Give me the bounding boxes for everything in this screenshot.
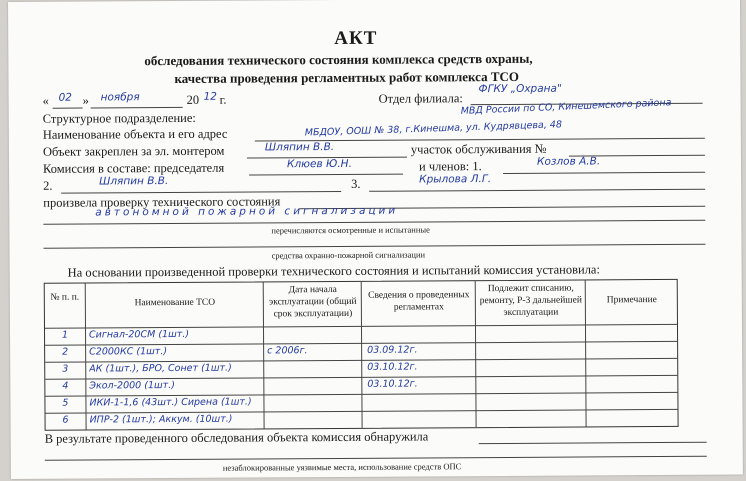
date-month-line xyxy=(91,107,183,109)
cell-num: 1 xyxy=(61,329,69,341)
cell-note xyxy=(591,377,675,378)
result-line-1 xyxy=(479,442,707,444)
header-note: Примечание xyxy=(606,295,657,306)
cell-date xyxy=(268,413,360,414)
member3-value: Крылова Л.Г. xyxy=(419,173,492,186)
header-status: Подлежит списанию, ремонту, Р-3 дальнейшей эксплуатации xyxy=(479,283,582,318)
cell-note xyxy=(591,394,675,395)
cell-status xyxy=(481,326,583,327)
member2-line xyxy=(61,191,341,194)
caption-means: средства охранно-пожарной сигнализации xyxy=(271,249,426,261)
act-document xyxy=(8,0,743,479)
branch-line1: ФГКУ „Охрана" xyxy=(478,82,562,96)
date-day: 02 xyxy=(58,91,72,104)
cell-name: ИПР-2 (1шт.); Аккум. (10шт.) xyxy=(89,413,233,426)
caption-inspected: перечисляются осмотренные и испытанные xyxy=(271,224,430,236)
member3-number: 3. xyxy=(351,176,361,191)
cell-reg: 03.10.12г. xyxy=(367,378,418,390)
cell-name: ИКИ-1-1,6 (43шт.) Сирена (1шт.) xyxy=(89,396,252,409)
cell-reg: 03.10.12г. xyxy=(367,361,418,373)
cell-note xyxy=(591,326,675,327)
member2-number: 2. xyxy=(43,178,53,193)
result-line-2 xyxy=(45,456,707,461)
cell-status xyxy=(481,360,583,361)
members-label: и членов: 1. xyxy=(418,159,482,174)
monter-value: Шляпин В.В. xyxy=(264,141,335,154)
cell-reg xyxy=(367,395,473,396)
cell-date xyxy=(267,362,359,363)
service-area-label: участок обслуживания № xyxy=(410,141,547,157)
table-row xyxy=(46,409,678,430)
cell-reg xyxy=(368,412,474,413)
struct-unit-label: Структурное подразделение: xyxy=(42,110,196,126)
cell-status xyxy=(482,411,584,412)
date-close-quote: » xyxy=(82,93,89,108)
cell-note xyxy=(592,411,676,412)
member3-line xyxy=(369,189,705,192)
cell-date: с 2006г. xyxy=(267,345,308,357)
member1-value: Козлов А.В. xyxy=(536,155,601,168)
date-year-suffix: 12 xyxy=(203,90,217,103)
document-subtitle-2: качества проведения регламентных работ комплекса ТСО xyxy=(174,68,520,86)
cell-status xyxy=(481,343,583,344)
inspection-label: произвела проверку технического состояния xyxy=(43,194,281,210)
cell-status xyxy=(481,377,583,378)
object-name-value: МБДОУ, ООШ № 38, г.Кинешма, ул. Кудрявцева, 48 xyxy=(304,119,563,139)
cell-date xyxy=(267,396,359,397)
cell-num: 3 xyxy=(62,363,69,375)
header-reg: Сведения о проведенных регламентах xyxy=(368,290,470,313)
inspection-line-3 xyxy=(44,244,706,249)
cell-name: Экол-2000 (1шт.) xyxy=(89,379,175,392)
cell-name: Сигнал-20СМ (1шт.) xyxy=(89,328,190,341)
tso-table xyxy=(44,279,679,431)
cell-note xyxy=(591,360,675,361)
cell-name: С2000КС (1шт.) xyxy=(89,346,168,358)
date-day-line xyxy=(53,108,83,109)
cell-date xyxy=(267,379,359,380)
cell-status xyxy=(481,394,583,395)
caption-result: незаблокированные уязвимые места, использование средств ОПС xyxy=(222,461,462,473)
member2-value: Шляпин В.В. xyxy=(99,175,169,188)
cell-num: 6 xyxy=(62,414,69,426)
header-num: № п. п. xyxy=(50,292,80,303)
cell-note xyxy=(591,343,675,344)
branch-label: Отдел филиала: xyxy=(378,91,463,106)
cell-num: 5 xyxy=(62,397,69,409)
cell-reg xyxy=(367,327,473,328)
date-open-quote: « xyxy=(42,93,49,108)
object-name-label: Наименование объекта и его адрес xyxy=(42,126,228,142)
commission-label: Комиссия в составе: председателя xyxy=(42,160,225,176)
date-year-label: г. xyxy=(219,92,227,107)
basis-text: На основании произведенной проверки технического состояния и испытаний комиссия установила: xyxy=(67,262,600,280)
monter-label: Объект закреплен за эл. монтером xyxy=(42,143,225,159)
cell-num: 2 xyxy=(62,346,69,358)
header-name: Наименование ТСО xyxy=(134,297,216,309)
inspection-value: автономной пожарной сигнализации xyxy=(95,204,399,219)
member1-line xyxy=(503,172,705,174)
result-label: В результате проведенного обследования объекта комиссия обнаружила xyxy=(44,429,429,446)
document-subtitle-1: обследования технического состояния комплекса средств охраны, xyxy=(144,50,533,69)
cell-reg: 03.09.12г. xyxy=(367,344,418,356)
date-year-prefix: 20 xyxy=(186,92,200,107)
chairman-line xyxy=(249,174,403,176)
branch-line2: МВД России по СО, Кинешемского района xyxy=(460,97,672,117)
chairman-value: Клюев Ю.Н. xyxy=(286,157,352,171)
cell-date xyxy=(267,328,359,329)
header-date: Дата начала эксплуатации (общий срок эксплуатации) xyxy=(269,284,357,320)
document-title: АКТ xyxy=(334,27,378,50)
cell-num: 4 xyxy=(62,380,69,392)
cell-name: АК (1шт.), БРО, Сонет (1шт.) xyxy=(89,362,232,375)
date-month: ноября xyxy=(100,91,140,104)
